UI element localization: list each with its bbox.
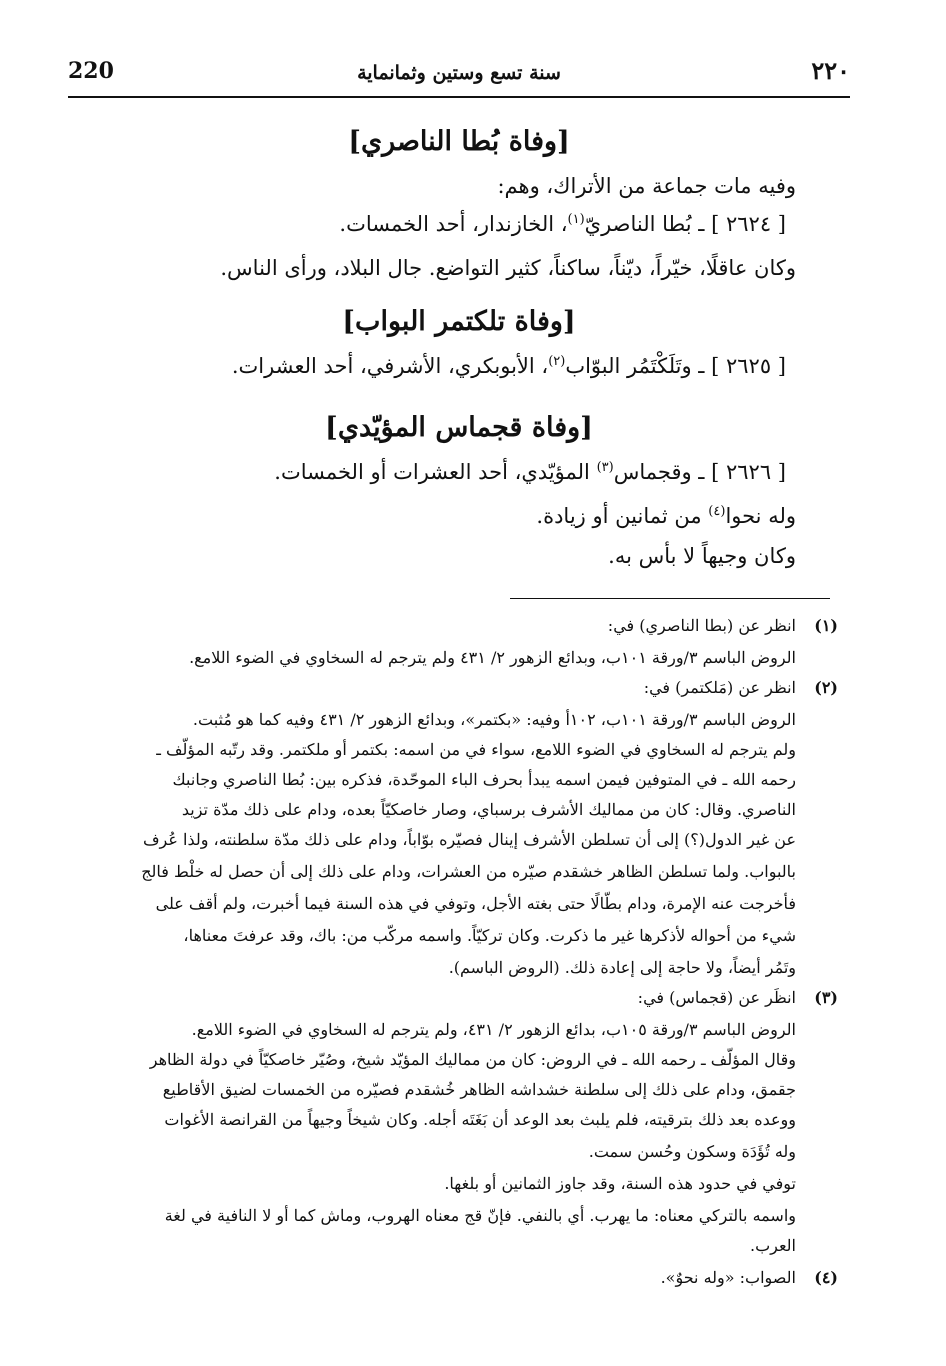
entry-text: المؤيّدي، أحد العشرات أو الخمسات.: [274, 460, 597, 484]
footnote-line: ولم يترجم له السخاوي في الضوء اللامع، سواء في من اسمه: بكتمر أو ملكتمر. وقد رتّبه المؤلّف ـ: [156, 740, 796, 759]
footnote-line: الروض الباسم ٣/ورقة ١٠٥ب، بدائع الزهور ٢/ ٤٣١، ولم يترجم له السخاوي في الضوء اللامع.: [191, 1020, 796, 1039]
footnote-line: جقمق، ودام على ذلك إلى سلطنة خشداشه الظاهر خُشقدم فصيّره من الخمسات لضيق الأقاطيع: [162, 1080, 796, 1099]
footnote-line: بالبواب. ولما تسلطن الظاهر خشقدم صيّره من العشرات، ودام على ذلك إلى أن حصل له خلْط فالج: [141, 862, 796, 881]
entry-2625: [80, 354, 786, 378]
footnote-line: شيء من أحواله لأذكرها غير ما ذكرت. وكان تركيّاً. واسمه مركّب من: باك، وقد عرفتَ معناها،: [183, 926, 796, 945]
footnote-line: عن غير الدول(؟) إلى أن تسلطن الأشرف إينال فصيّره بوّاباً، ودام على ذلك مدّة سلطنته، ولذا عُرف: [142, 830, 796, 849]
footnote-line: انظر عن (بطا الناصري) في:: [607, 616, 796, 635]
footnote-ref-1[interactable]: (١): [567, 212, 585, 227]
footnote-number-2: (٢): [814, 678, 838, 697]
body-line: وكان عاقلًا، خيّراً، ديّناً، ساكناً، كثير التواضع. جال البلاد، ورأى الناس.: [220, 256, 796, 280]
entry-2624: [80, 212, 786, 236]
footnote-line: انظر عن (مَلكتمر) في:: [643, 678, 796, 697]
entry-text: ، الأبوبكري، الأشرفي، أحد العشرات.: [231, 354, 549, 378]
entry-2626: [80, 460, 786, 484]
entry-text: [ ٢٦٢٦ ] ـ وقجماس: [613, 460, 786, 484]
footnote-separator: [510, 598, 830, 599]
section-title-qijmas: [وفاة قجماس المؤيّدي]: [325, 412, 593, 443]
section-title-talaktamur: [وفاة تلكتمر البواب]: [342, 306, 576, 337]
entry-text: [ ٢٦٢٥ ] ـ وتَلَكْتَمُر البوّاب: [565, 354, 786, 378]
footnote-number-3: (٣): [814, 988, 838, 1007]
page-number-latin: 220: [68, 58, 114, 84]
body-text: من ثمانين أو زيادة.: [536, 504, 709, 528]
footnote-ref-3[interactable]: (٣): [596, 460, 614, 475]
footnote-line: الصواب: «وله نحوٌ».: [660, 1268, 796, 1287]
entry-text: ، الخازندار، أحد الخمسات.: [339, 212, 568, 236]
body-text: وله نحوا: [725, 504, 796, 528]
footnote-line: وقال المؤلّف ـ رحمه الله ـ في الروض: كان من مماليك المؤيّد شيخ، وصُيّر خاصكيّاً في دولة الظاهر: [149, 1050, 796, 1069]
footnote-line: واسمه بالتركي معناه: ما يهرب. أي بالنفي. فإنّ قج معناه الهروب، وماش كما أو لا النافية في لغة: [164, 1206, 796, 1225]
body-line: وكان وجيهاً لا بأس به.: [608, 544, 796, 568]
entry-text: [ ٢٦٢٤ ] ـ بُطا الناصريّ: [584, 212, 786, 236]
footnote-line: رحمه الله ـ في المتوفين فيمن اسمه يبدأ بحرف الباء الموحّدة، فذكره بين: بُطا الناصري وجانبك: [172, 770, 796, 789]
footnote-line: ووعده بعد ذلك بترقيته، فلم يلبث بعد الوعد أن بَغَتَه أجله. وكان شيخاً وجيهاً من القرانصة الأغوات: [164, 1110, 796, 1129]
footnote-line: فأخرجت عنه الإمرة، ودام بطّالًا حتى بغته الأجل، وتوفي في هذه السنة فيما أخبرت، ولم أقف على: [155, 894, 796, 913]
footnote-ref-2[interactable]: (٢): [548, 354, 566, 369]
footnote-line: الروض الباسم ٣/ورقة ١٠١ب، وبدائع الزهور ٢/ ٤٣١ ولم يترجم له السخاوي في الضوء اللامع.: [189, 648, 796, 667]
footnote-line: توفي في حدود هذه السنة، وقد جاوز الثمانين أو بلغها.: [444, 1174, 796, 1193]
footnote-line: وله تُؤَدَة وسكون وحُسن سمت.: [588, 1142, 796, 1161]
section-title-buta: [وفاة بُطا الناصري]: [348, 126, 570, 157]
body-line: [80, 504, 796, 528]
footnote-line: الروض الباسم ٣/ورقة ١٠١ب، ١٠٢أ وفيه: «بكتمر»، وبدائع الزهور ٢/ ٤٣١ وفيه كما هو مُثبت.: [192, 710, 796, 729]
running-title: سنة تسع وستين وثمانماية: [357, 62, 561, 84]
page-header: [68, 56, 850, 98]
footnote-line: وتَمُر أيضاً، ولا حاجة إلى إعادة ذلك. (الروض الباسم).: [448, 958, 796, 977]
footnote-line: العرب.: [749, 1236, 796, 1255]
body-line: وفيه مات جماعة من الأتراك، وهم:: [497, 174, 796, 198]
footnote-line: الناصري. وقال: كان من مماليك الأشرف برسباي، وصار خاصكيّاً بعده، ودام على ذلك مدّة تزيد: [181, 800, 796, 819]
footnote-line: انظَر عن (قجماس) في:: [637, 988, 796, 1007]
footnote-ref-4[interactable]: (٤): [708, 504, 726, 519]
page-number-arabic: ٢٢٠: [811, 56, 850, 85]
footnote-number-1: (١): [814, 616, 838, 635]
footnote-number-4: (٤): [814, 1268, 838, 1287]
